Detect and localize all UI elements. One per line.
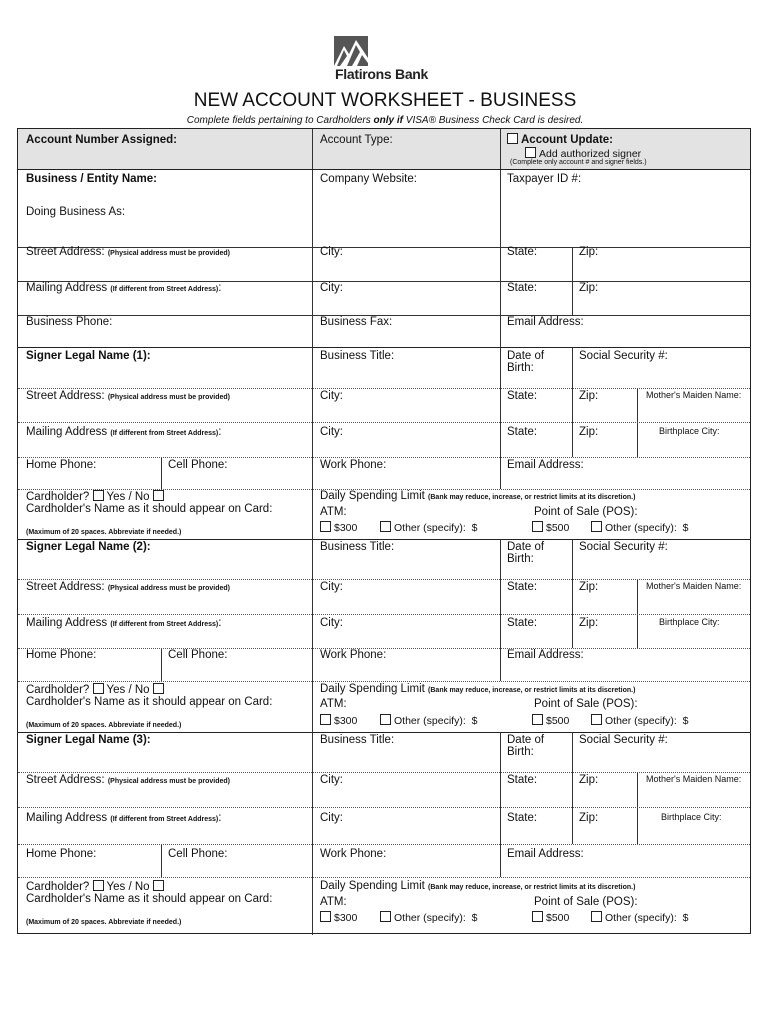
signer-3-card-name-label: Cardholder's Name as it should appear on Card: (26, 893, 273, 905)
checkbox-icon (591, 714, 602, 725)
business-zip-label: Zip: (579, 246, 599, 258)
signer-1-atm-300-checkbox[interactable]: $300 (320, 521, 357, 534)
checkbox-icon (532, 911, 543, 922)
signer-3-pos-label: Point of Sale (POS): (534, 896, 638, 908)
signer-3-mailing-state-label: State: (507, 812, 538, 824)
signer-1-name-label: Signer Legal Name (1): (26, 350, 151, 362)
signer-3-title-label: Business Title: (320, 734, 395, 746)
signer-1-atm-other-checkbox[interactable]: Other (specify): $ (380, 521, 477, 534)
business-fax-label: Business Fax: (320, 316, 393, 328)
signer-2-zip-label: Zip: (579, 581, 599, 593)
taxpayer-id-label: Taxpayer ID #: (507, 173, 582, 185)
signer-3-maiden-label: Mother's Maiden Name: (646, 774, 742, 784)
signer-3-mailing-zip-label: Zip: (579, 812, 599, 824)
checkbox-icon (591, 521, 602, 532)
no-checkbox[interactable] (153, 490, 164, 501)
signer-2-cardholder: Cardholder? Yes / No (26, 683, 167, 696)
yes-checkbox[interactable] (93, 683, 104, 694)
account-worksheet-form (17, 128, 751, 934)
signer-2-pos-500-checkbox[interactable]: $500 (532, 714, 569, 727)
business-entity-label: Business / Entity Name: (26, 173, 158, 185)
signer-1-mailing-label: Mailing Address (If different from Street Address): (26, 426, 222, 438)
signer-2-dob-label: Date of Birth: (507, 541, 545, 565)
signer-1-work-phone-label: Work Phone: (320, 459, 387, 471)
signer-1-pos-500-checkbox[interactable]: $500 (532, 521, 569, 534)
yes-checkbox[interactable] (93, 490, 104, 501)
signer-2-mailing-zip-label: Zip: (579, 617, 599, 629)
checkbox-icon (532, 521, 543, 532)
signer-3-email-label: Email Address: (507, 848, 584, 860)
dba-label: Doing Business As: (26, 206, 126, 218)
signer-3-pos-500-checkbox[interactable]: $500 (532, 911, 569, 924)
signer-1-ssn-label: Social Security #: (579, 350, 668, 362)
business-mailing-city-label: City: (320, 282, 343, 294)
business-street-label: Street Address: (Physical address must be provided) (26, 246, 230, 258)
signer-3-birthplace-label: Birthplace City: (661, 812, 722, 822)
business-phone-label: Business Phone: (26, 316, 113, 328)
signer-2-title-label: Business Title: (320, 541, 395, 553)
no-checkbox[interactable] (153, 683, 164, 694)
signer-2-atm-label: ATM: (320, 698, 347, 710)
signer-3-mailing-city-label: City: (320, 812, 343, 824)
checkbox-icon (507, 133, 518, 144)
checkbox-icon (380, 714, 391, 725)
signer-1-street-label: Street Address: (Physical address must be provided) (26, 390, 230, 402)
signer-3-home-phone-label: Home Phone: (26, 848, 97, 860)
signer-1-zip-label: Zip: (579, 390, 599, 402)
business-mailing-label: Mailing Address (If different from Street Address): (26, 282, 222, 294)
signer-1-birthplace-label: Birthplace City: (659, 426, 720, 436)
signer-2-mailing-city-label: City: (320, 617, 343, 629)
signer-2-pos-other-checkbox[interactable]: Other (specify): $ (591, 714, 688, 727)
checkbox-icon (320, 911, 331, 922)
signer-3-max-note: (Maximum of 20 spaces. Abbreviate if needed.) (26, 919, 182, 926)
signer-1-cardholder: Cardholder? Yes / No (26, 490, 167, 503)
checkbox-icon (380, 521, 391, 532)
signer-1-mailing-city-label: City: (320, 426, 343, 438)
account-number-label: Account Number Assigned: (26, 134, 178, 146)
signer-1-cell-phone-label: Cell Phone: (168, 459, 228, 471)
business-mailing-state-label: State: (507, 282, 538, 294)
signer-2-work-phone-label: Work Phone: (320, 649, 387, 661)
signer-3-zip-label: Zip: (579, 774, 599, 786)
signer-1-pos-other-checkbox[interactable]: Other (specify): $ (591, 521, 688, 534)
yes-checkbox[interactable] (93, 880, 104, 891)
signer-2-card-name-label: Cardholder's Name as it should appear on Card: (26, 696, 273, 708)
signer-3-city-label: City: (320, 774, 343, 786)
signer-2-spend-limit-label: Daily Spending Limit (Bank may reduce, increase, or restrict limits at its discretion.) (320, 683, 636, 695)
signer-3-spend-limit-label: Daily Spending Limit (Bank may reduce, increase, or restrict limits at its discretion.) (320, 880, 636, 892)
checkbox-icon (532, 714, 543, 725)
signer-3-state-label: State: (507, 774, 538, 786)
signer-1-atm-label: ATM: (320, 506, 347, 518)
signer-1-mailing-zip-label: Zip: (579, 426, 599, 438)
signer-3-atm-other-checkbox[interactable]: Other (specify): $ (380, 911, 477, 924)
signer-3-ssn-label: Social Security #: (579, 734, 668, 746)
checkbox-icon (525, 147, 536, 158)
signer-1-title-label: Business Title: (320, 350, 395, 362)
signer-2-state-label: State: (507, 581, 538, 593)
business-email-label: Email Address: (507, 316, 584, 328)
signer-2-maiden-label: Mother's Maiden Name: (646, 581, 742, 591)
business-mailing-zip-label: Zip: (579, 282, 599, 294)
signer-3-work-phone-label: Work Phone: (320, 848, 387, 860)
signer-2-atm-300-checkbox[interactable]: $300 (320, 714, 357, 727)
signer-1-mailing-state-label: State: (507, 426, 538, 438)
checkbox-icon (320, 521, 331, 532)
signer-1-pos-label: Point of Sale (POS): (534, 506, 638, 518)
signer-3-dob-label: Date of Birth: (507, 734, 545, 758)
signer-1-max-note: (Maximum of 20 spaces. Abbreviate if needed.) (26, 529, 182, 536)
checkbox-icon (320, 714, 331, 725)
page-title: NEW ACCOUNT WORKSHEET - BUSINESS (193, 90, 577, 111)
signer-1-state-label: State: (507, 390, 538, 402)
signer-3-cardholder: Cardholder? Yes / No (26, 880, 167, 893)
signer-1-city-label: City: (320, 390, 343, 402)
signer-3-street-label: Street Address: (Physical address must be provided) (26, 774, 230, 786)
signer-3-cell-phone-label: Cell Phone: (168, 848, 228, 860)
signer-2-street-label: Street Address: (Physical address must be provided) (26, 581, 230, 593)
add-signer-checkbox[interactable]: Add authorized signer (525, 147, 641, 160)
business-state-label: State: (507, 246, 538, 258)
signer-1-dob-label: Date of Birth: (507, 350, 545, 374)
signer-3-atm-label: ATM: (320, 896, 347, 908)
account-update-checkbox[interactable]: Account Update: (507, 133, 613, 146)
checkbox-icon (591, 911, 602, 922)
signer-1-email-label: Email Address: (507, 459, 584, 471)
signer-2-ssn-label: Social Security #: (579, 541, 668, 553)
signer-2-home-phone-label: Home Phone: (26, 649, 97, 661)
signer-3-name-label: Signer Legal Name (3): (26, 734, 151, 746)
no-checkbox[interactable] (153, 880, 164, 891)
checkbox-icon (380, 911, 391, 922)
signer-2-pos-label: Point of Sale (POS): (534, 698, 638, 710)
signer-3-atm-300-checkbox[interactable]: $300 (320, 911, 357, 924)
signer-2-mailing-label: Mailing Address (If different from Street Address): (26, 617, 222, 629)
bank-logo (334, 36, 436, 82)
account-type-label: Account Type: (320, 134, 393, 146)
signer-2-birthplace-label: Birthplace City: (659, 617, 720, 627)
mountain-logo-icon (334, 36, 368, 66)
business-city-label: City: (320, 246, 343, 258)
page-subtitle: Complete fields pertaining to Cardholders only if VISA® Business Check Card is desired. (186, 115, 584, 126)
signer-2-atm-other-checkbox[interactable]: Other (specify): $ (380, 714, 477, 727)
company-website-label: Company Website: (320, 173, 417, 185)
account-update-note: (Complete only account # and signer fields.) (510, 159, 647, 166)
signer-1-card-name-label: Cardholder's Name as it should appear on Card: (26, 503, 273, 515)
signer-2-cell-phone-label: Cell Phone: (168, 649, 228, 661)
signer-1-home-phone-label: Home Phone: (26, 459, 97, 471)
signer-3-pos-other-checkbox[interactable]: Other (specify): $ (591, 911, 688, 924)
signer-3-mailing-label: Mailing Address (If different from Street Address): (26, 812, 222, 824)
signer-1-maiden-label: Mother's Maiden Name: (646, 390, 742, 400)
signer-1-spend-limit-label: Daily Spending Limit (Bank may reduce, increase, or restrict limits at its discretion.) (320, 490, 636, 502)
signer-2-name-label: Signer Legal Name (2): (26, 541, 151, 553)
signer-2-city-label: City: (320, 581, 343, 593)
signer-2-mailing-state-label: State: (507, 617, 538, 629)
bank-name: Flatirons Bank (335, 66, 429, 82)
signer-2-max-note: (Maximum of 20 spaces. Abbreviate if needed.) (26, 722, 182, 729)
signer-2-email-label: Email Address: (507, 649, 584, 661)
